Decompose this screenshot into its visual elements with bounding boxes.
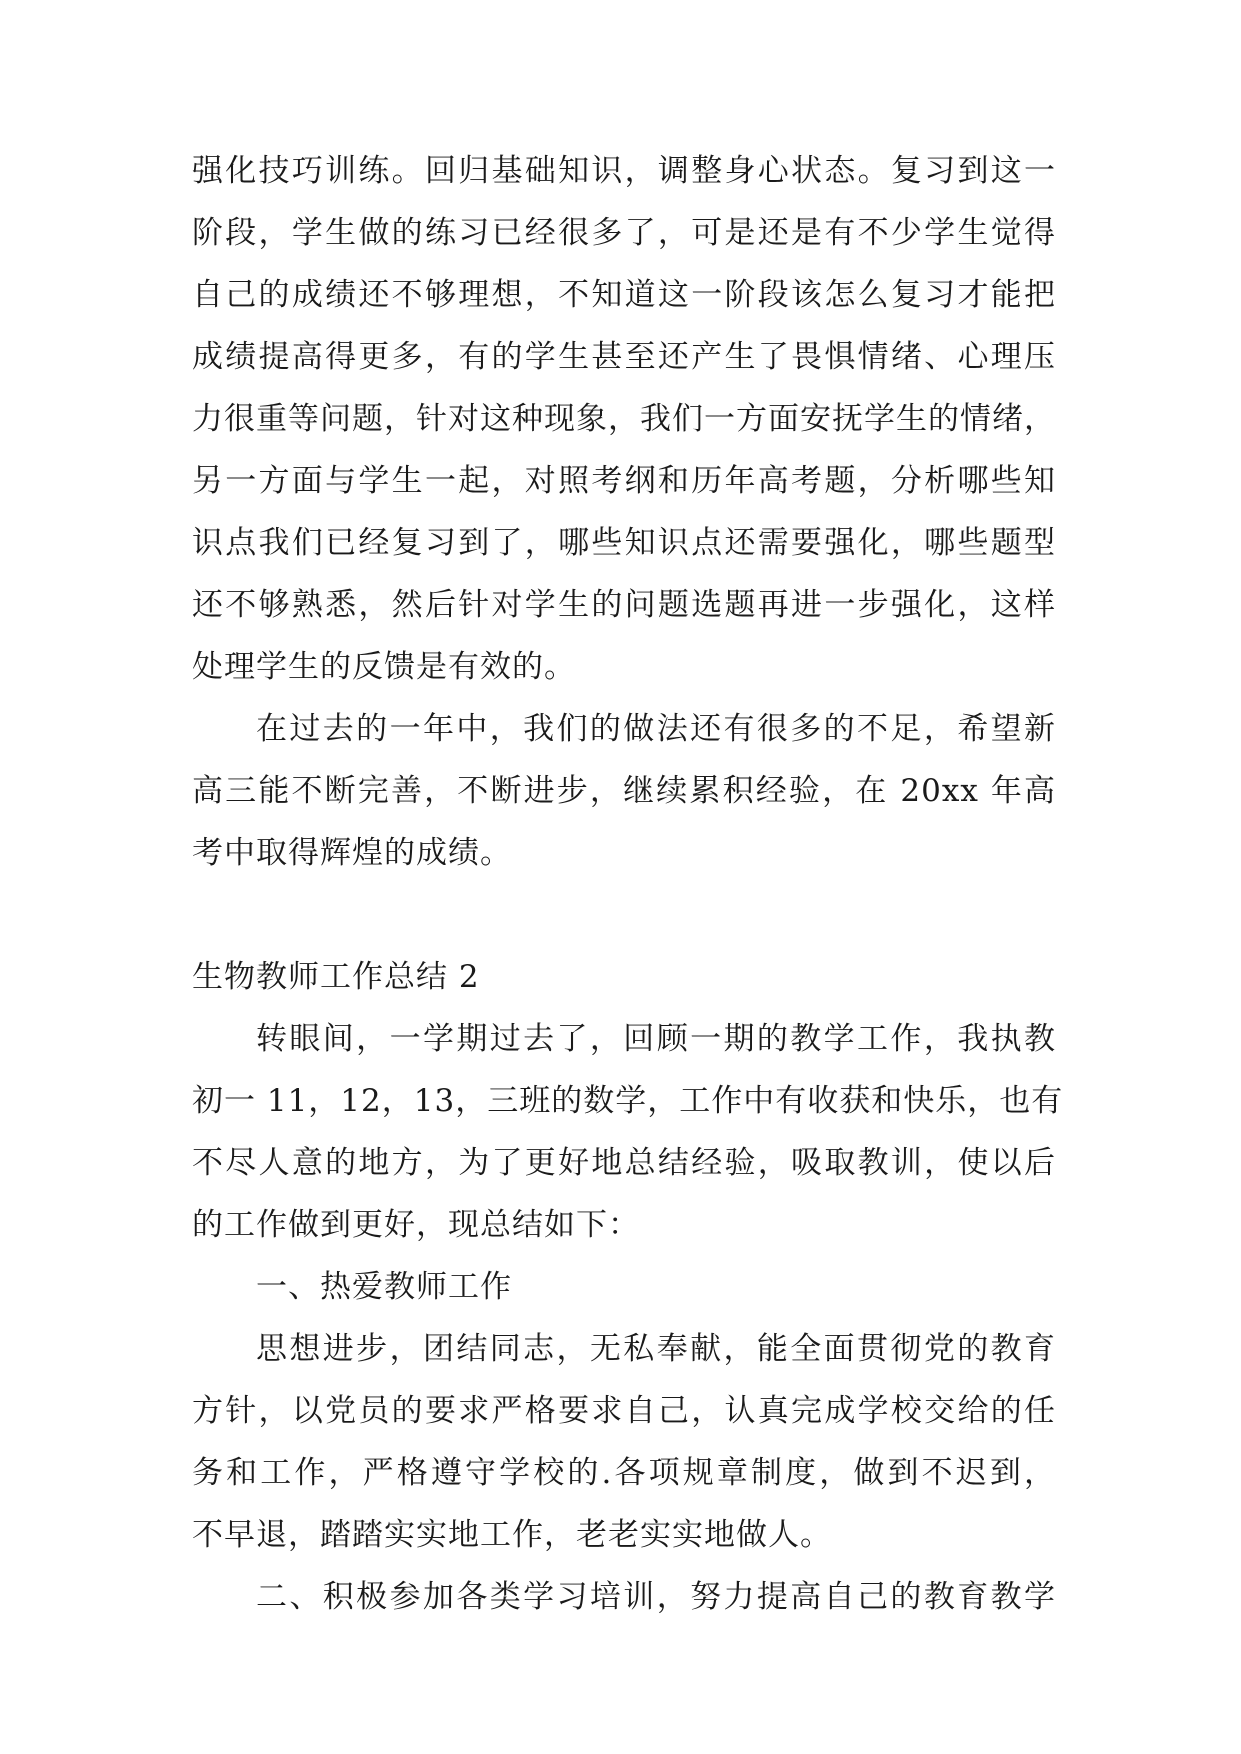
text-line: 方针，以党员的要求严格要求自己，认真完成学校交给的任 — [192, 1393, 1056, 1429]
text-line: 处理学生的反馈是有效的。 — [192, 649, 576, 685]
paragraph-2 — [192, 698, 1056, 884]
text-line: 考中取得辉煌的成绩。 — [192, 835, 512, 871]
text-line: 初一 11，12，13，三班的数学，工作中有收获和快乐，也有 — [192, 1083, 1064, 1119]
text-line: 阶段，学生做的练习已经很多了，可是还是有不少学生觉得 — [192, 215, 1056, 251]
text-line: 自己的成绩还不够理想，不知道这一阶段该怎么复习才能把 — [192, 277, 1056, 313]
text-line: 思想进步，团结同志，无私奉献，能全面贯彻党的教育 — [256, 1331, 1056, 1367]
text-line: 的工作做到更好，现总结如下： — [192, 1207, 640, 1243]
text-line: 成绩提高得更多，有的学生甚至还产生了畏惧情绪、心理压 — [192, 339, 1056, 375]
text-line: 高三能不断完善，不断进步，继续累积经验，在 20xx 年高 — [192, 773, 1056, 809]
paragraph-3 — [192, 1008, 1064, 1256]
paragraph-4 — [192, 1318, 1056, 1566]
text-line: 还不够熟悉，然后针对学生的问题选题再进一步强化，这样 — [192, 587, 1056, 623]
text-line: 务和工作，严格遵守学校的.各项规章制度，做到不迟到， — [192, 1455, 1056, 1491]
document-body — [192, 140, 1064, 1628]
text-line: 不尽人意的地方，为了更好地总结经验，吸取教训，使以后 — [192, 1145, 1056, 1181]
text-line: 转眼间，一学期过去了，回顾一期的教学工作，我执教 — [256, 1021, 1056, 1057]
text-line: 不早退，踏踏实实地工作，老老实实地做人。 — [192, 1517, 832, 1553]
paragraph-1 — [192, 140, 1056, 698]
section-title: 生物教师工作总结 2 — [192, 959, 480, 995]
text-line: 在过去的一年中，我们的做法还有很多的不足，希望新 — [256, 711, 1056, 747]
text-line: 识点我们已经复习到了，哪些知识点还需要强化，哪些题型 — [192, 525, 1056, 561]
text-line: 力很重等问题，针对这种现象，我们一方面安抚学生的情绪， — [192, 401, 1056, 437]
subheading-1: 一、热爱教师工作 — [256, 1269, 512, 1305]
text-line: 另一方面与学生一起，对照考纲和历年高考题，分析哪些知 — [192, 463, 1056, 499]
subheading-2: 二、积极参加各类学习培训，努力提高自己的教育教学 — [256, 1579, 1056, 1615]
text-line: 强化技巧训练。回归基础知识，调整身心状态。复习到这一 — [192, 153, 1056, 189]
section-spacer — [192, 884, 1056, 946]
